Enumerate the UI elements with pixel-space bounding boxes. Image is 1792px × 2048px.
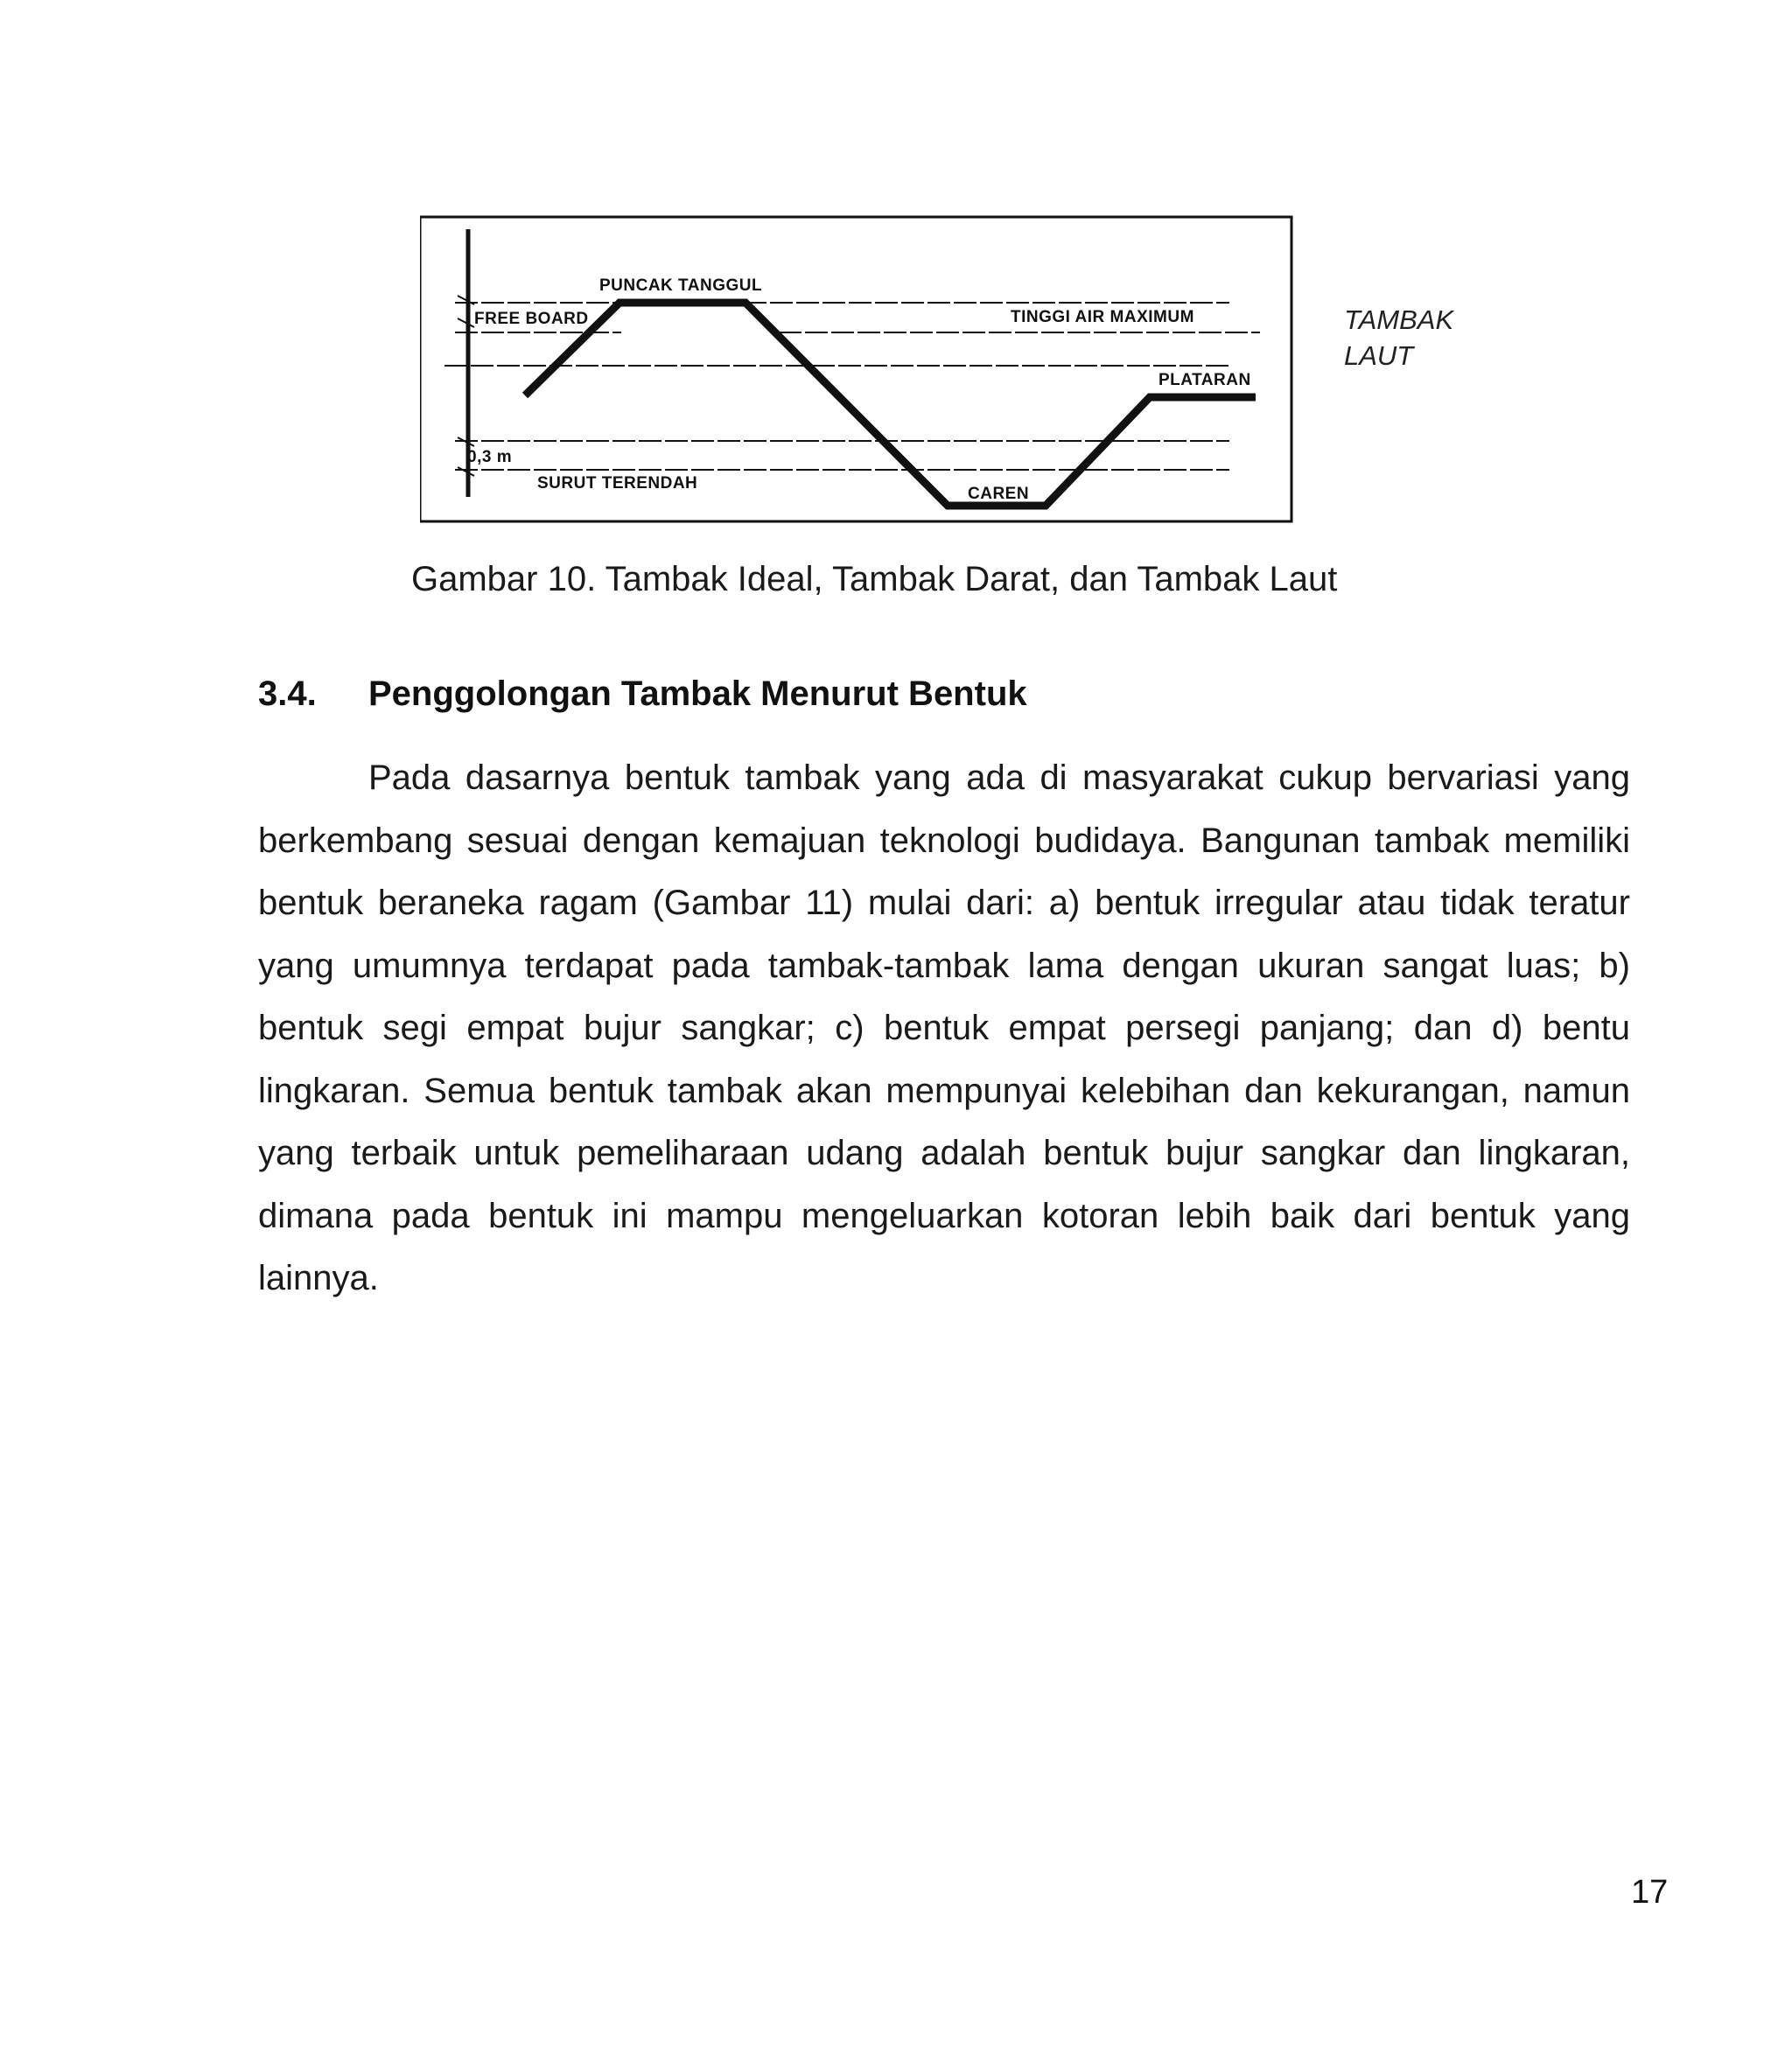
side-note-line-2: LAUT — [1344, 340, 1414, 371]
label-free-board: FREE BOARD — [474, 310, 589, 328]
body-paragraph: Pada dasarnya bentuk tambak yang ada di masyarakat cukup bervariasi yang berkembang sesuai dengan kemajuan teknologi budidaya. Bangunan tambak memiliki bentuk beraneka ragam (Gambar 11) mulai dari: a) bentuk irregular atau tidak teratur yang umumnya terdapat pada tambak-tambak lama dengan ukuran sangat luas; b) bentuk segi empat bujur sangkar; c) bentuk empat persegi panjang; dan d) bentu lingkaran. Semua bentuk tambak akan mempunyai kelebihan dan kekurangan, namun yang terbaik untuk pemeliharaan udang adalah bentuk bujur sangkar dan lingkaran, dimana pada bentuk ini mampu mengeluarkan kotoran lebih baik dari bentuk yang lainnya. — [258, 758, 1630, 1297]
label-surut-terendah: SURUT TERENDAH — [537, 474, 698, 493]
label-puncak-tanggul: PUNCAK TANGGUL — [599, 276, 763, 295]
side-note-tambak-laut — [1344, 302, 1453, 374]
section-title: Penggolongan Tambak Menurut Bentuk — [368, 675, 1027, 713]
section-heading — [258, 671, 1027, 716]
side-note-line-1: TAMBAK — [1344, 304, 1454, 335]
figure-caption: Gambar 10. Tambak Ideal, Tambak Darat, dan Tambak Laut — [411, 560, 1338, 598]
label-plataran: PLATARAN — [1158, 371, 1251, 389]
figure-tambak-cross-section — [420, 215, 1295, 525]
tambak-profile-diagram — [420, 215, 1295, 525]
label-tinggi-air-maximum: TINGGI AIR MAXIMUM — [1011, 308, 1194, 326]
label-caren: CAREN — [968, 485, 1030, 503]
label-depth: 0,3 m — [467, 448, 513, 466]
page-number: 17 — [1631, 1874, 1669, 1911]
section-number: 3.4. — [258, 675, 317, 713]
